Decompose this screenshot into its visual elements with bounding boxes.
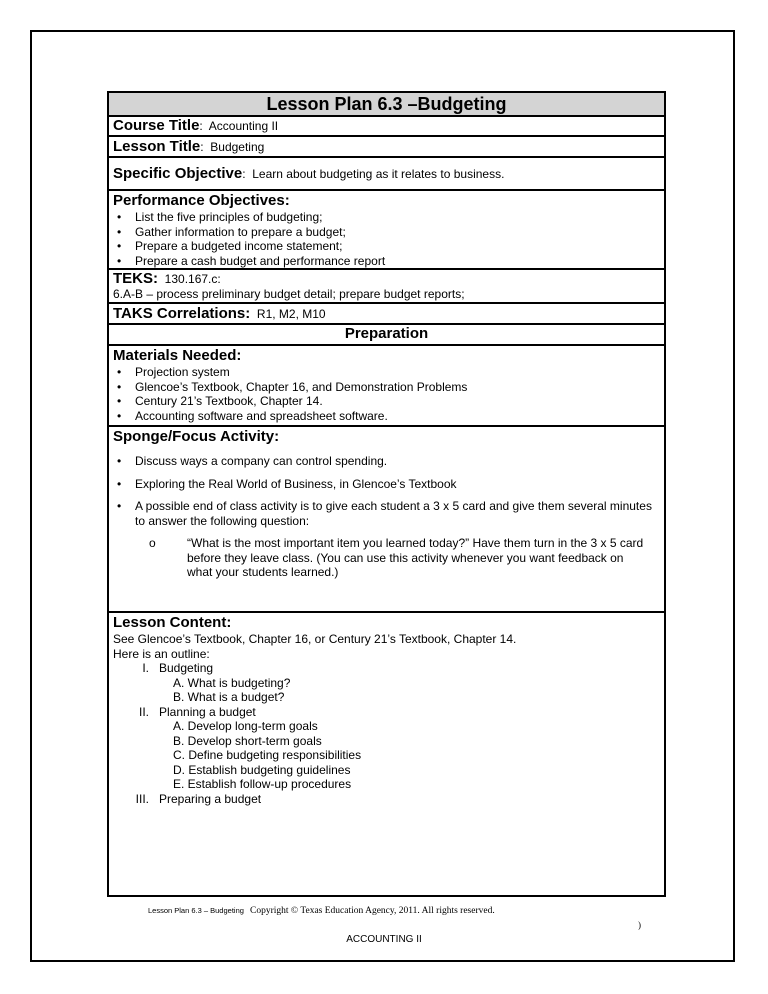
sponge-list — [109, 454, 664, 528]
footer-lesson-label: Lesson Plan 6.3 – Budgeting — [148, 906, 244, 915]
outline-item — [109, 792, 664, 807]
outline-sub: B. Develop short-term goals — [173, 733, 322, 748]
specific-objective-label: Specific Objective — [113, 165, 243, 182]
lesson-plan-table — [107, 91, 666, 897]
materials-heading: Materials Needed: — [113, 347, 242, 364]
outline-text: Budgeting — [159, 661, 214, 675]
teks-section — [109, 270, 664, 304]
lesson-title-value: Budgeting — [210, 140, 265, 154]
teks-detail: 6.A-B – process preliminary budget detail; prepare budget reports; — [113, 287, 465, 301]
list-item: • List the five principles of budgeting; — [113, 210, 664, 225]
lesson-content-section — [109, 613, 664, 806]
teks-code: 130.167.c: — [164, 272, 221, 286]
list-item: • A possible end of class activity is to give each student a 3 x 5 card and give them several minutes to answer the following question: — [113, 499, 664, 528]
taks-row — [109, 304, 664, 325]
list-item: • Accounting software and spreadsheet software. — [113, 409, 664, 424]
lesson-title-label: Lesson Title — [113, 138, 201, 155]
footer-line — [148, 906, 495, 916]
outline-text: Preparing a budget — [159, 791, 262, 806]
outline-num: II. — [138, 704, 149, 719]
outline-num: I. — [142, 661, 149, 675]
list-item: • Gather information to prepare a budget; — [113, 225, 664, 240]
course-title-label: Course Title — [113, 117, 200, 134]
outline-sub: D. Establish budgeting guidelines — [173, 762, 351, 777]
list-item: • Discuss ways a company can control spending. — [113, 454, 664, 469]
specific-objective-row: Specific Objective: Learn about budgeting as it relates to business. — [109, 158, 664, 191]
outline-sub: B. What is a budget? — [173, 690, 285, 704]
outline-sub: C. Define budgeting responsibilities — [173, 748, 362, 762]
footer-copyright: Copyright © Texas Education Agency, 2011. All rights reserved. — [250, 906, 495, 916]
footer-course: ACCOUNTING II — [346, 934, 422, 945]
course-title-value: Accounting II — [208, 119, 279, 133]
performance-objectives-heading: Performance Objectives: — [113, 192, 290, 209]
specific-objective-value: Learn about budgeting as it relates to business. — [252, 167, 505, 181]
lesson-plan-title: Lesson Plan 6.3 –Budgeting — [109, 93, 664, 117]
list-item: • Glencoe’s Textbook, Chapter 16, and Demonstration Problems — [113, 380, 664, 395]
list-item: • Prepare a cash budget and performance report — [113, 254, 664, 269]
teks-label: TEKS: — [113, 270, 158, 287]
lesson-title-row: Lesson Title: Budgeting — [109, 137, 664, 158]
outline-sub: A. What is budgeting? — [173, 675, 291, 690]
list-item: • Prepare a budgeted income statement; — [113, 239, 664, 254]
performance-objectives-section — [109, 191, 664, 270]
sponge-heading: Sponge/Focus Activity: — [113, 428, 280, 445]
list-item: • Century 21’s Textbook, Chapter 14. — [113, 394, 664, 409]
taks-label: TAKS Correlations: — [113, 305, 251, 322]
list-item: • Exploring the Real World of Business, in Glencoe’s Textbook — [113, 477, 664, 492]
outline-sub: A. Develop long-term goals — [173, 719, 318, 733]
lesson-content-heading: Lesson Content: — [113, 614, 232, 631]
outline-item — [109, 661, 664, 676]
materials-list — [109, 365, 664, 423]
outline — [109, 661, 664, 806]
course-title-row: Course Title: Accounting II — [109, 117, 664, 137]
performance-objectives-list — [109, 210, 664, 268]
list-item: • Projection system — [113, 365, 664, 380]
lesson-content-intro2: Here is an outline: — [113, 646, 210, 661]
lesson-content-intro: See Glencoe’s Textbook, Chapter 16, or Century 21’s Textbook, Chapter 14. — [113, 632, 517, 646]
sponge-section — [109, 427, 664, 613]
sponge-sub-item: o “What is the most important item you learned today?” Have them turn in the 3 x 5 card before they leave class. (You can use this activity whenever you want feedback on what your students learned.) — [149, 536, 664, 580]
taks-value: R1, M2, M10 — [256, 307, 326, 321]
outline-num: III. — [135, 791, 149, 806]
preparation-heading: Preparation — [109, 325, 664, 346]
outline-item — [109, 705, 664, 720]
materials-section — [109, 346, 664, 427]
outline-text: Planning a budget — [159, 704, 256, 719]
outline-sub: E. Establish follow-up procedures — [173, 777, 352, 791]
footer-mark: ) — [638, 920, 641, 930]
